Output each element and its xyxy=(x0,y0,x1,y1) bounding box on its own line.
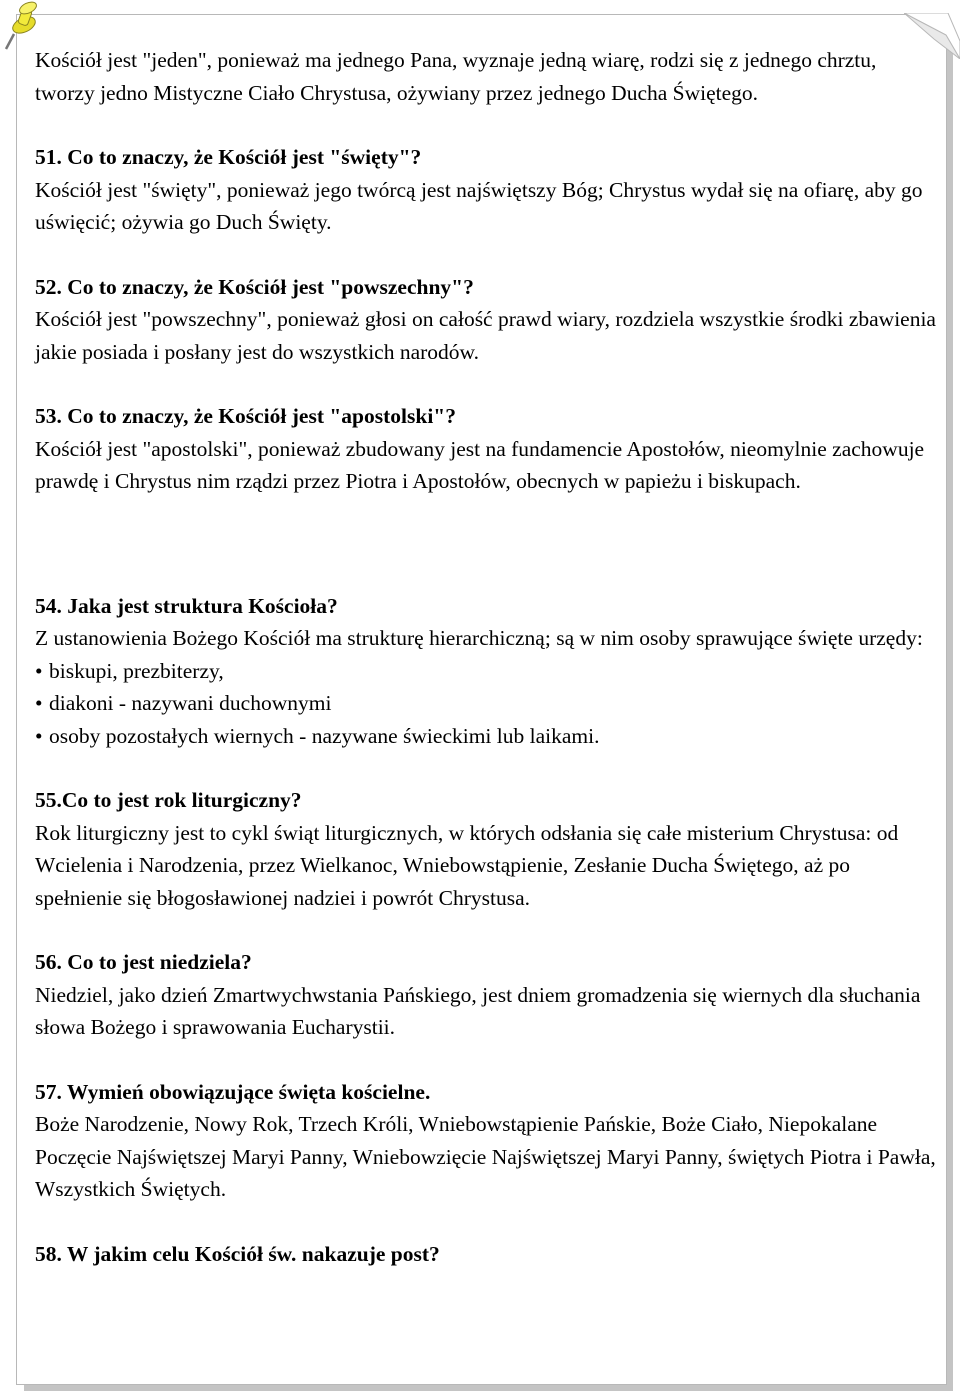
document-content xyxy=(35,44,940,1270)
list-item: • osoby pozostałych wiernych - nazywane świeckimi lub laikami. xyxy=(35,720,940,753)
sheet-shadow-right xyxy=(947,34,953,1391)
question-51: 51. Co to znaczy, że Kościół jest "święty"? xyxy=(35,145,422,169)
sheet-shadow-bottom xyxy=(24,1385,953,1391)
question-57: 57. Wymień obowiązujące święta kościelne. xyxy=(35,1079,431,1104)
question-55: 55.Co to jest rok liturgiczny? xyxy=(35,788,302,812)
list-item: • biskupi, prezbiterzy, xyxy=(35,655,940,688)
answer-53: Kościół jest "apostolski", ponieważ zbudowany jest na fundamencie Apostołów, nieomylnie zachowuje prawdę i Chrystus nim rządzi przez Piotra i Apostołów, obecnych w papieżu i biskupach. xyxy=(35,436,925,493)
answer-54: Z ustanowienia Bożego Kościół ma strukturę hierarchiczną; są w nim osoby sprawujące święte urzędy: xyxy=(35,626,923,650)
answer-52: Kościół jest "powszechny", ponieważ głosi on całość prawd wiary, rozdziela wszystkie środki zbawienia jakie posiada i posłany jest do wszystkich narodów. xyxy=(35,307,936,364)
answer-57: Boże Narodzenie, Nowy Rok, Trzech Króli, Wniebowstąpienie Pańskie, Boże Ciało, Niepokalane Poczęcie Najświętszej Maryi Panny, Wniebowzięcie Najświętszej Maryi Panny, świętych Piotra i Pawła, Wszystkich Świętych. xyxy=(35,1112,936,1201)
answer-56: Niedziel, jako dzień Zmartwychwstania Pańskiego, jest dniem gromadzenia się wiernych dla słuchania słowa Bożego i sprawowania Eucharystii. xyxy=(35,982,921,1039)
answer-55: Rok liturgiczny jest to cykl świąt liturgicznych, w których odsłania się całe misterium Chrystusa: od Wcielenia i Narodzenia, przez Wielkanoc, Wniebowstąpienie, Zesłanie Ducha Świętego, aż po spełnienie się błogosławionej nadziei i powrót Chrystusa. xyxy=(35,820,899,910)
answer-51: Kościół jest "święty", ponieważ jego twórcą jest najświętszy Bóg; Chrystus wydał się na ofiarę, aby go uświęcić; ożywia go Duch Święty. xyxy=(35,177,923,234)
question-58: 58. W jakim celu Kościół św. nakazuje post? xyxy=(35,1241,440,1266)
intro-paragraph: Kościół jest "jeden", ponieważ ma jednego Pana, wyznaje jedną wiarę, rodzi się z jednego chrztu, tworzy jedno Mistyczne Ciało Chrystusa, ożywiany przez jednego Ducha Świętego. xyxy=(35,48,877,105)
question-52: 52. Co to znaczy, że Kościół jest "powszechny"? xyxy=(35,274,474,299)
question-56: 56. Co to jest niedziela? xyxy=(35,950,252,974)
hierarchy-list xyxy=(35,655,940,753)
list-item: • diakoni - nazywani duchownymi xyxy=(35,687,940,720)
question-53: 53. Co to znaczy, że Kościół jest "apostolski"? xyxy=(35,404,456,428)
question-54: 54. Jaka jest struktura Kościoła? xyxy=(35,593,338,618)
